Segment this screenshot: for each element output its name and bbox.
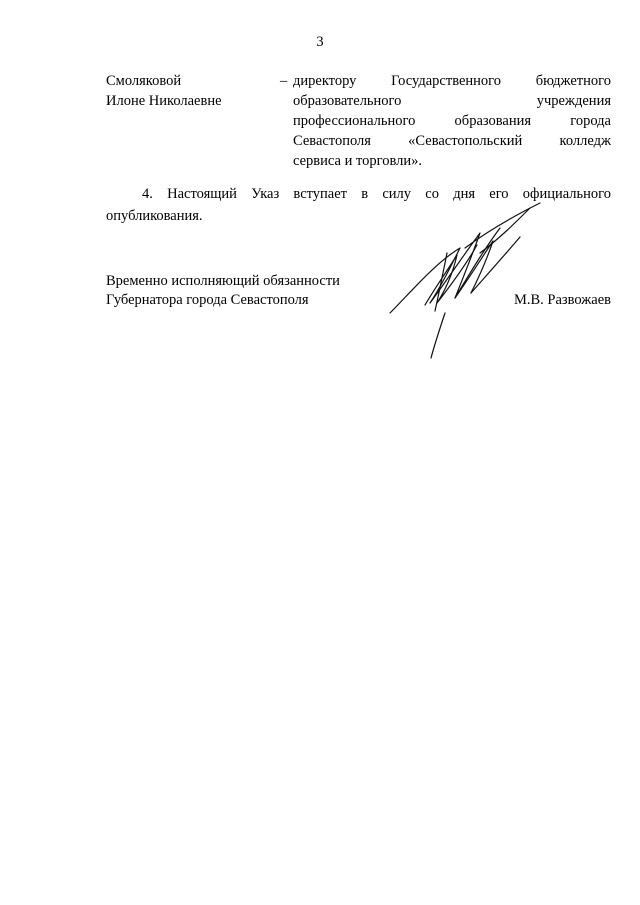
paragraph-4-line: опубликования. [106,208,203,224]
recipient-name [106,71,222,111]
signer-title-line: Временно исполняющий обязанности [106,273,340,289]
recipient-surname: Смоляковой [106,73,182,89]
position-line: профессионального образования города [293,113,611,129]
recipient-given-names: Илоне Николаевне [106,93,222,109]
signer-title-line: Губернатора города Севастополя [106,292,309,308]
separator-dash: – [280,73,288,89]
position-line: Севастополя «Севастопольский колледж [293,133,611,149]
appointment-position [293,71,611,171]
signer-name: М.В. Развожаев [513,292,611,308]
paragraph-4-line: 4. Настоящий Указ вступает в силу со дня его официального [142,186,611,202]
position-line: образовательного учреждения [293,93,611,109]
position-line: сервиса и торговли». [293,153,422,169]
position-line: директору Государственного бюджетного [293,73,611,89]
handwritten-signature [385,193,545,363]
page-number: 3 [316,34,324,50]
signer-title [106,272,340,310]
